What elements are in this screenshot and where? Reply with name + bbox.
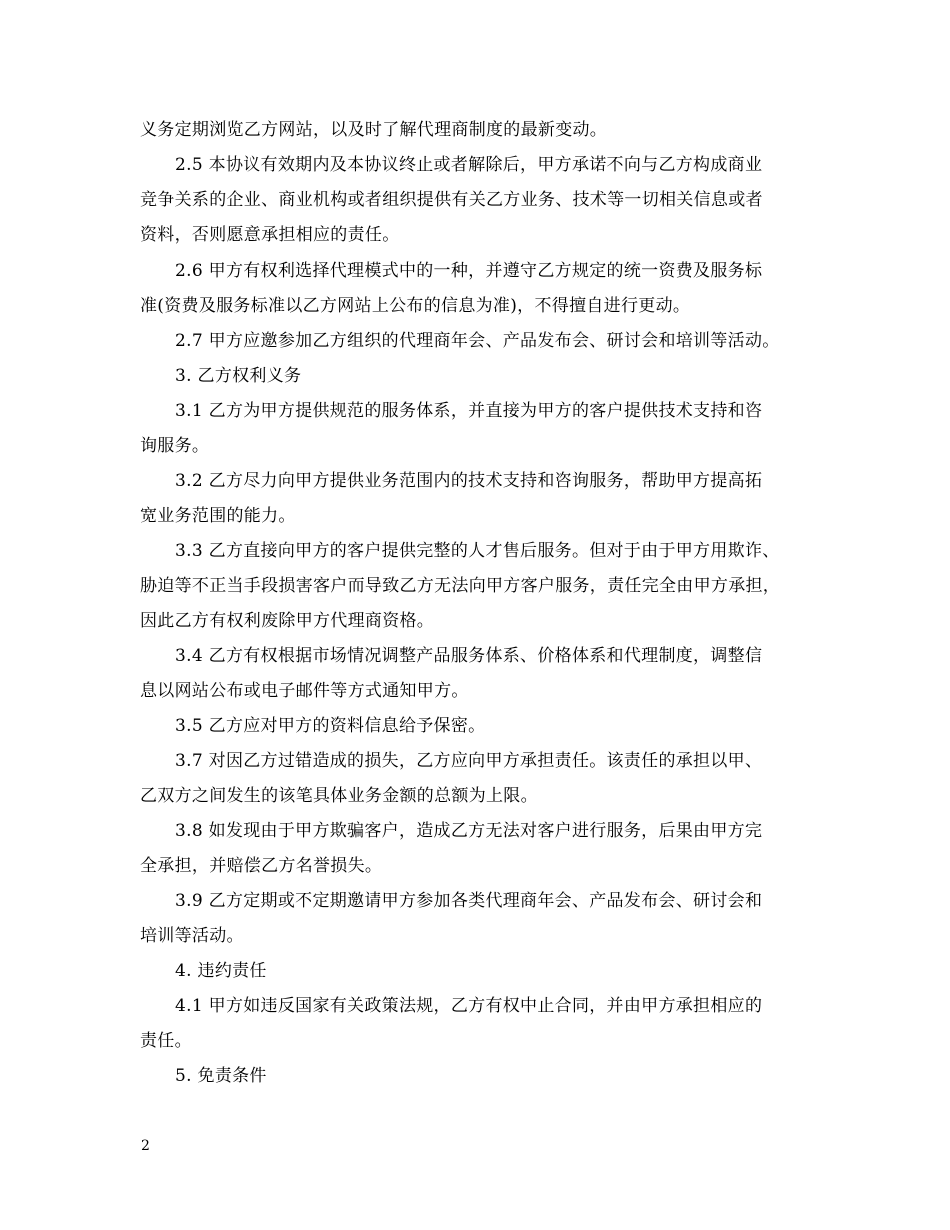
text-line-27: 责任。 bbox=[140, 1031, 192, 1051]
text-line-16: 3.4 乙方有权根据市场情况调整产品服务体系、价格体系和代理制度，调整信 bbox=[175, 646, 763, 666]
text-line-15: 因此乙方有权利废除甲方代理商资格。 bbox=[140, 611, 435, 631]
text-line-18: 3.5 乙方应对甲方的资料信息给予保密。 bbox=[175, 716, 486, 736]
text-line-23: 3.9 乙方定期或不定期邀请甲方参加各类代理商年会、产品发布会、研讨会和 bbox=[175, 891, 763, 911]
text-line-12: 宽业务范围的能力。 bbox=[140, 506, 296, 526]
text-line-14: 胁迫等不正当手段损害客户而导致乙方无法向甲方客户服务，责任完全由甲方承担， bbox=[140, 576, 781, 596]
text-line-10: 询服务。 bbox=[140, 436, 210, 456]
text-line-21: 3.8 如发现由于甲方欺骗客户，造成乙方无法对客户进行服务，后果由甲方完 bbox=[175, 821, 763, 841]
text-line-7: 2.7 甲方应邀参加乙方组织的代理商年会、产品发布会、研讨会和培训等活动。 bbox=[175, 331, 780, 351]
text-line-22: 全承担，并赔偿乙方名誉损失。 bbox=[140, 856, 383, 876]
section-heading-5: 5. 免责条件 bbox=[175, 1066, 267, 1086]
text-line-11: 3.2 乙方尽力向甲方提供业务范围内的技术支持和咨询服务，帮助甲方提高拓 bbox=[175, 471, 763, 491]
section-heading-4: 4. 违约责任 bbox=[175, 961, 267, 981]
text-line-6: 准(资费及服务标准以乙方网站上公布的信息为准)，不得擅自进行更动。 bbox=[140, 296, 691, 316]
text-line-13: 3.3 乙方直接向甲方的客户提供完整的人才售后服务。但对于由于甲方用欺诈、 bbox=[175, 541, 780, 561]
text-line-24: 培训等活动。 bbox=[140, 926, 244, 946]
text-line-19: 3.7 对因乙方过错造成的损失，乙方应向甲方承担责任。该责任的承担以甲、 bbox=[175, 751, 763, 771]
text-line-3: 竞争关系的企业、商业机构或者组织提供有关乙方业务、技术等一切相关信息或者 bbox=[140, 190, 763, 210]
text-line-1: 义务定期浏览乙方网站，以及时了解代理商制度的最新变动。 bbox=[140, 120, 608, 140]
text-line-4: 资料，否则愿意承担相应的责任。 bbox=[140, 225, 400, 245]
text-line-5: 2.6 甲方有权利选择代理模式中的一种，并遵守乙方规定的统一资费及服务标 bbox=[175, 261, 763, 281]
page-number: 2 bbox=[141, 1138, 150, 1154]
text-line-17: 息以网站公布或电子邮件等方式通知甲方。 bbox=[140, 681, 469, 701]
text-line-2: 2.5 本协议有效期内及本协议终止或者解除后，甲方承诺不向与乙方构成商业 bbox=[175, 155, 763, 175]
text-line-20: 乙双方之间发生的该笔具体业务金额的总额为上限。 bbox=[140, 786, 538, 806]
text-line-9: 3.1 乙方为甲方提供规范的服务体系，并直接为甲方的客户提供技术支持和咨 bbox=[175, 401, 763, 421]
text-line-26: 4.1 甲方如违反国家有关政策法规，乙方有权中止合同，并由甲方承担相应的 bbox=[175, 996, 763, 1016]
section-heading-3: 3. 乙方权利义务 bbox=[175, 366, 302, 386]
